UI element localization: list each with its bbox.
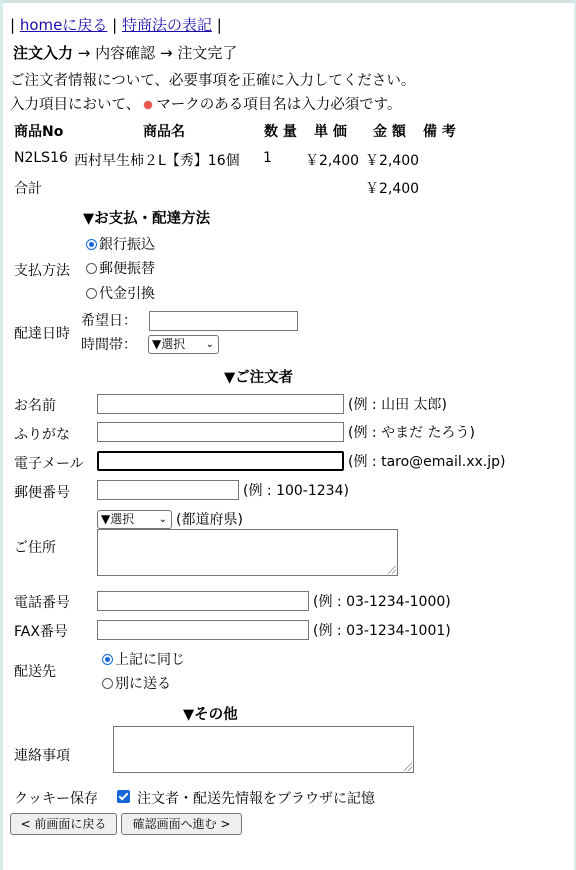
window-top-border <box>0 0 576 3</box>
ship-option-other[interactable] <box>102 673 171 693</box>
product-qty: 1 <box>263 150 272 166</box>
window-left-border <box>0 0 3 870</box>
contact-label: 連絡事項 <box>14 748 70 764</box>
payment-option-label: 代金引換 <box>99 286 155 302</box>
email-label: 電子メール <box>14 456 84 472</box>
payment-option-cod[interactable] <box>86 283 155 303</box>
wish-date-input[interactable] <box>149 311 298 331</box>
ship-option-same[interactable] <box>102 649 185 669</box>
chevron-down-icon: ⌄ <box>205 339 214 350</box>
product-unit-price: ￥2,400 <box>305 153 360 169</box>
payment-section-title: ▼お支払・配達方法 <box>83 211 211 227</box>
col-header-unit-price: 単 価 <box>314 124 347 140</box>
kana-label: ふりがな <box>14 427 70 443</box>
cookie-label: クッキー保存 <box>14 791 98 807</box>
payment-option-label: 郵便振替 <box>99 261 155 277</box>
step-current: 注文入力 <box>13 44 74 62</box>
col-header-name: 商品名 <box>143 124 185 140</box>
time-slot-select[interactable] <box>148 335 219 354</box>
payment-option-postal[interactable] <box>86 258 155 278</box>
cookie-checkbox[interactable] <box>117 790 130 803</box>
intro-text: 入力項目において、 <box>10 97 141 113</box>
product-amount: ￥2,400 <box>365 153 420 169</box>
payment-option-label: 銀行振込 <box>99 237 155 253</box>
prefecture-note: (都道府県) <box>176 512 243 528</box>
resize-grip-icon[interactable] <box>388 566 396 574</box>
total-label: 合計 <box>14 181 42 197</box>
radio-icon[interactable] <box>86 263 97 274</box>
nav-separator: | <box>10 16 16 34</box>
email-example: (例 : taro@email.xx.jp) <box>348 454 506 470</box>
radio-selected-icon[interactable] <box>86 239 97 250</box>
other-section-title: ▼その他 <box>183 707 238 723</box>
address-textarea[interactable] <box>97 529 398 576</box>
total-value: ￥2,400 <box>365 181 420 197</box>
step-indicator <box>13 42 237 63</box>
radio-icon[interactable] <box>86 288 97 299</box>
proceed-confirm-button[interactable]: 確認画面へ進む > <box>121 813 242 835</box>
col-header-amount: 金 額 <box>373 124 406 140</box>
zip-label: 郵便番号 <box>14 485 70 501</box>
step-complete: 注文完了 <box>177 44 238 62</box>
prefecture-select[interactable] <box>97 510 172 529</box>
ship-option-label: 上記に同じ <box>115 652 185 668</box>
kana-input[interactable] <box>97 422 344 442</box>
col-header-qty: 数 量 <box>264 124 297 140</box>
name-example: (例 : 山田 太郎) <box>348 397 447 413</box>
nav-bar <box>10 14 222 35</box>
kana-example: (例 : やまだ たろう) <box>348 425 475 441</box>
step-arrow: → <box>159 44 173 62</box>
tel-label: 電話番号 <box>14 595 70 611</box>
intro-text: マークのある項目名は入力必須です。 <box>156 97 402 113</box>
radio-selected-icon[interactable] <box>102 654 113 665</box>
name-input[interactable] <box>97 394 344 414</box>
resize-grip-icon[interactable] <box>404 763 412 771</box>
zip-input[interactable] <box>97 480 239 500</box>
contact-textarea[interactable] <box>113 726 414 773</box>
cookie-checkbox-label: 注文者・配送先情報をブラウザに記憶 <box>137 791 375 807</box>
nav-separator: | <box>216 16 222 34</box>
col-header-note: 備 考 <box>423 124 456 140</box>
tel-input[interactable] <box>97 591 309 611</box>
select-value: ▼選択 <box>101 512 135 526</box>
legal-notice-link[interactable]: 特商法の表記 <box>122 16 213 34</box>
nav-separator: | <box>112 16 118 34</box>
delivery-datetime-label: 配達日時 <box>14 326 70 342</box>
time-slot-label: 時間帯： <box>81 337 137 353</box>
payment-method-label: 支払方法 <box>14 263 70 279</box>
radio-icon[interactable] <box>102 678 113 689</box>
step-arrow: → <box>77 44 91 62</box>
select-value: ▼選択 <box>152 337 186 351</box>
intro-line-1: ご注文者情報について、必要事項を正確に入力してください。 <box>10 73 416 89</box>
product-no: N2LS16 <box>14 150 68 166</box>
address-label: ご住所 <box>14 540 56 556</box>
fax-input[interactable] <box>97 620 309 640</box>
customer-section-title: ▼ご注文者 <box>224 370 294 386</box>
chevron-down-icon: ⌄ <box>158 514 167 525</box>
name-label: お名前 <box>14 398 56 414</box>
product-name: 西村早生柿２L【秀】16個 <box>74 153 240 169</box>
tel-example: (例 : 03-1234-1000) <box>313 594 451 610</box>
fax-label: FAX番号 <box>14 624 68 640</box>
ship-to-label: 配送先 <box>14 664 56 680</box>
intro-line-2 <box>10 93 402 114</box>
ship-option-label: 別に送る <box>115 676 171 692</box>
fax-example: (例 : 03-1234-1001) <box>313 623 451 639</box>
payment-option-bank[interactable] <box>86 234 155 254</box>
email-input[interactable] <box>97 451 344 471</box>
col-header-no: 商品No <box>14 124 64 140</box>
required-mark-icon <box>144 101 152 109</box>
step-confirm: 内容確認 <box>95 44 156 62</box>
home-link[interactable]: homeに戻る <box>19 16 108 34</box>
wish-date-label: 希望日： <box>81 313 137 329</box>
back-button[interactable]: < 前画面に戻る <box>10 813 117 835</box>
zip-example: (例 : 100-1234) <box>243 483 349 499</box>
